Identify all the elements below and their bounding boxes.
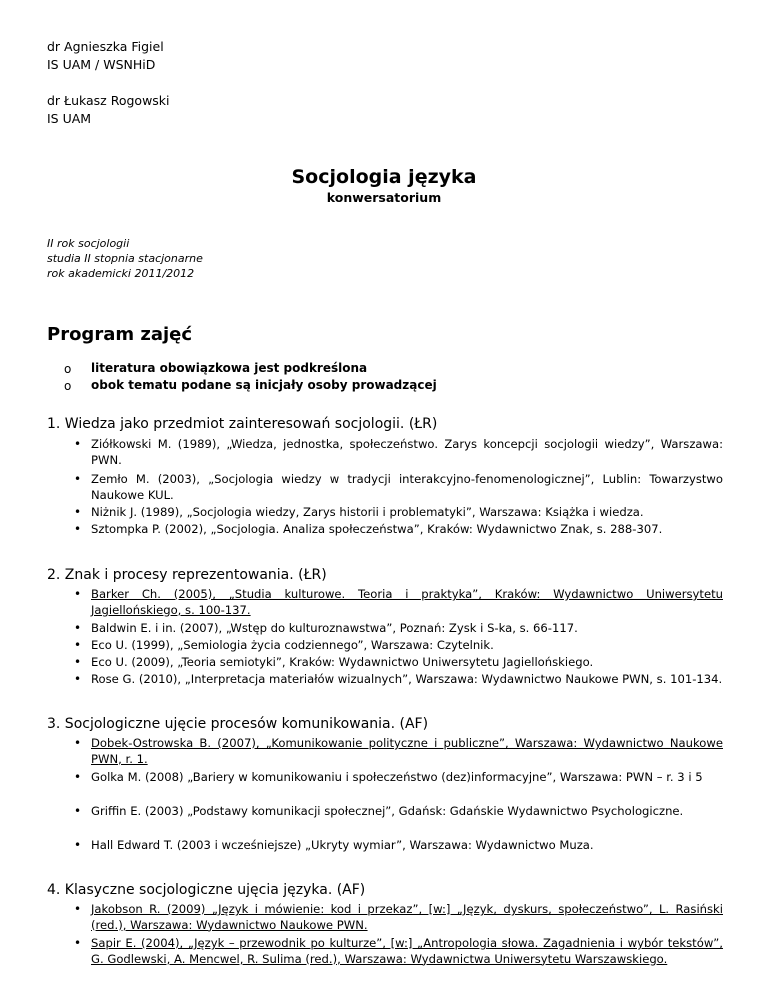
section-2-item-1: Barker Ch. (2005), „Studia kulturowe. Teoria i praktyka”, Kraków: Wydawnictwo Uniwersytetu Jagiellońskiego, s. 100-137.: [91, 587, 723, 617]
bullet: •: [74, 736, 82, 750]
course-title: Socjologia języka: [291, 166, 477, 188]
author-1-name: dr Agnieszka Figiel: [47, 39, 164, 54]
bullet: •: [74, 472, 82, 486]
bullet: •: [74, 770, 82, 784]
course-subtitle: konwersatorium: [326, 190, 442, 205]
author-2-name: dr Łukasz Rogowski: [47, 93, 170, 108]
section-1-item-2: Zemło M. (2003), „Socjologia wiedzy w tradycji interakcyjno-fenomenologicznej”, Lublin: Towarzystwo Naukowe KUL.: [91, 472, 723, 502]
program-note-2: obok tematu podane są inicjały osoby prowadzącej: [91, 378, 437, 392]
section-1-item-1: Ziółkowski M. (1989), „Wiedza, jednostka, społeczeństwo. Zarys koncepcji socjologii wiedzy”, Warszawa: PWN.: [91, 437, 723, 467]
section-3-item-4: Hall Edward T. (2003 i wcześniejsze) „Ukryty wymiar”, Warszawa: Wydawnictwo Muza.: [91, 838, 594, 852]
section-2-item-5: Rose G. (2010), „Interpretacja materiałów wizualnych”, Warszawa: Wydawnictwo Naukowe PWN, s. 101-134.: [91, 672, 723, 686]
bullet: •: [74, 902, 82, 916]
section-4-title: 4. Klasyczne socjologiczne ujęcia języka. (AF): [47, 882, 366, 898]
section-4-item-1: Jakobson R. (2009) „Język i mówienie: kod i przekaz”, [w:] „Język, dyskurs, społeczeństwo”, L. Rasiński (red.), Warszawa: Wydawnictwo Naukowe PWN.: [91, 902, 723, 932]
circle-bullet: o: [64, 362, 72, 376]
section-3-item-2: Golka M. (2008) „Bariery w komunikowaniu i społeczeństwo (dez)informacyjne”, Warszawa: PWN – r. 3 i 5: [91, 770, 703, 784]
section-1-title: 1. Wiedza jako przedmiot zainteresowań socjologii. (ŁR): [47, 416, 438, 432]
section-4-item-2: Sapir E. (2004), „Język – przewodnik po kulturze”, [w:] „Antropologia słowa. Zagadnienia i wybór tekstów”, G. Godlewski, A. Mencwel, R. Sulima (red.), Warszawa: Wydawnictwa Uniwersytetu Warszawskiego.: [91, 936, 723, 966]
bullet: •: [74, 621, 82, 635]
author-1-affiliation: IS UAM / WSNHiD: [47, 57, 156, 72]
course-info-studies: studia II stopnia stacjonarne: [47, 252, 203, 265]
course-info-academic-year: rok akademicki 2011/2012: [47, 267, 195, 280]
bullet: •: [74, 838, 82, 852]
section-2-item-3: Eco U. (1999), „Semiologia życia codziennego”, Warszawa: Czytelnik.: [91, 638, 494, 652]
author-2-affiliation: IS UAM: [47, 111, 92, 126]
section-2-title: 2. Znak i procesy reprezentowania. (ŁR): [47, 567, 327, 583]
bullet: •: [74, 587, 82, 601]
course-info-year: II rok socjologii: [47, 237, 130, 250]
section-3-item-1: Dobek-Ostrowska B. (2007), „Komunikowanie polityczne i publiczne”, Warszawa: Wydawnictwo Naukowe PWN, r. 1.: [91, 736, 723, 766]
bullet: •: [74, 522, 82, 536]
program-heading: Program zajęć: [47, 324, 193, 345]
bullet: •: [74, 936, 82, 950]
section-3-title: 3. Socjologiczne ujęcie procesów komunikowania. (AF): [47, 716, 429, 732]
bullet: •: [74, 655, 82, 669]
section-1-item-4: Sztompka P. (2002), „Socjologia. Analiza społeczeństwa”, Kraków: Wydawnictwo Znak, s. 288-307.: [91, 522, 663, 536]
bullet: •: [74, 437, 82, 451]
section-2-item-2: Baldwin E. i in. (2007), „Wstęp do kulturoznawstwa”, Poznań: Zysk i S-ka, s. 66-117.: [91, 621, 578, 635]
bullet: •: [74, 804, 82, 818]
bullet: •: [74, 672, 82, 686]
bullet: •: [74, 638, 82, 652]
section-1-item-3: Niżnik J. (1989), „Socjologia wiedzy, Zarys historii i problematyki”, Warszawa: Książka i wiedza.: [91, 505, 644, 519]
bullet: •: [74, 505, 82, 519]
circle-bullet: o: [64, 379, 72, 393]
section-3-item-3: Griffin E. (2003) „Podstawy komunikacji społecznej”, Gdańsk: Gdańskie Wydawnictwo Psychologiczne.: [91, 804, 684, 818]
program-note-1: literatura obowiązkowa jest podkreślona: [91, 361, 368, 375]
section-2-item-4: Eco U. (2009), „Teoria semiotyki”, Kraków: Wydawnictwo Uniwersytetu Jagiellońskiego.: [91, 655, 594, 669]
